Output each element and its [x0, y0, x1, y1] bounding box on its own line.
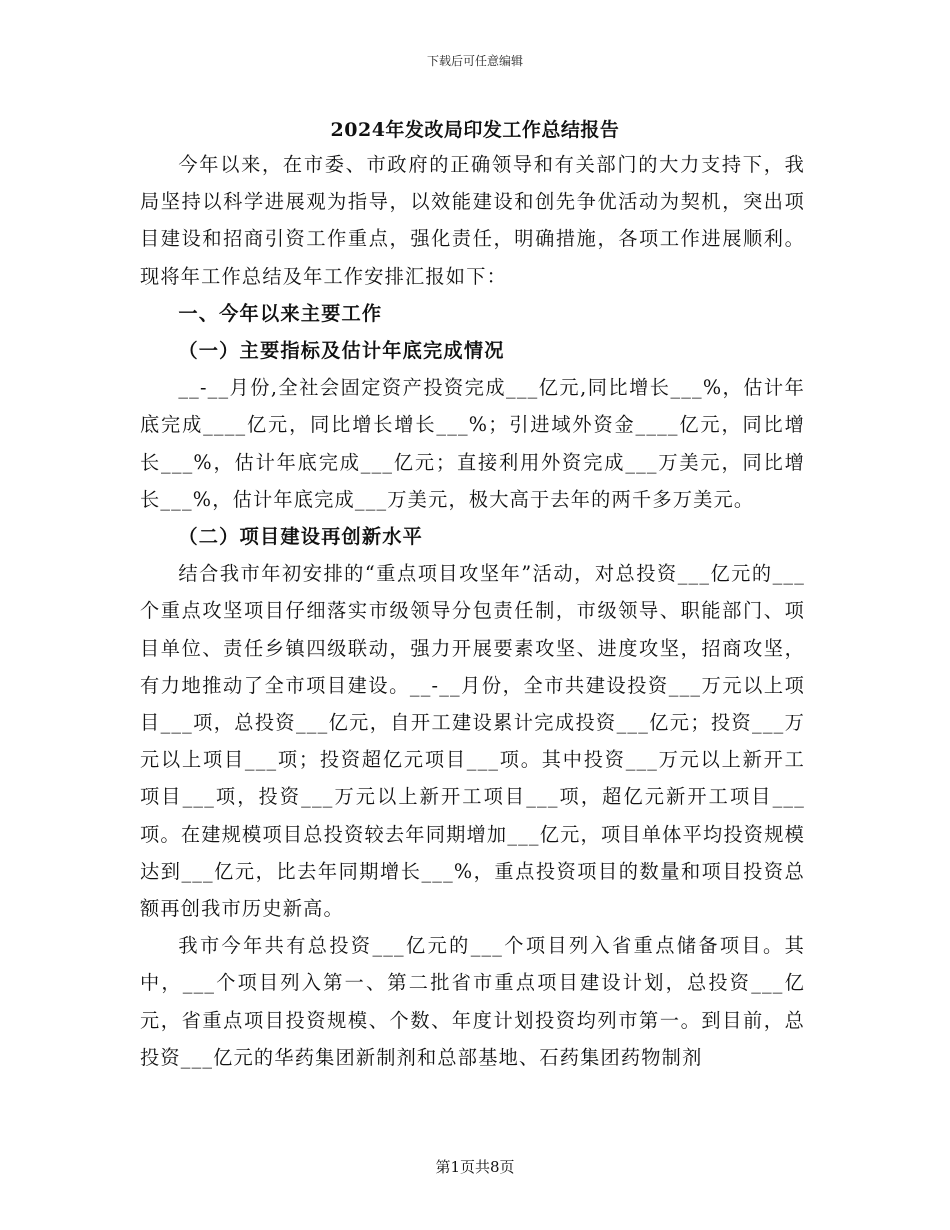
document-body — [140, 146, 805, 1076]
projects-paragraph-1: 结合我市年初安排的“重点项目攻坚年”活动，对总投资___亿元的___个重点攻坚项目仔细落实市级领导分包责任制，市级领导、职能部门、项目单位、责任乡镇四级联动，强力开展要素攻坚、进度攻坚，招商攻坚，有力地推动了全市项目建设。__-__月份，全市共建设投资___万元以上项目___项，总投资___亿元，自开工建设累计完成投资___亿元；投资___万元以上项目___项；投资超亿元项目___项。其中投资___万元以上新开工项目___项，投资___万元以上新开工项目___项，超亿元新开工项目___项。在建规模项目总投资较去年同期增加___亿元，项目单体平均投资规模达到___亿元，比去年同期增长___%，重点投资项目的数量和项目投资总额再创我市历史新高。 — [140, 562, 805, 921]
subsection-heading-projects: （二）项目建设再创新水平 — [178, 525, 424, 549]
intro-paragraph: 今年以来，在市委、市政府的正确领导和有关部门的大力支持下，我局坚持以科学进展观为指导，以效能建设和创先争优活动为契机，突出项目建设和招商引资工作重点，强化责任，明确措施，各项工作进展顺利。现将年工作总结及年工作安排汇报如下： — [140, 153, 805, 288]
page-number: 第1页共8页 — [435, 1158, 515, 1176]
page-header-note: 下载后可任意编辑 — [426, 54, 523, 68]
subsection-heading-indicators: （一）主要指标及估计年底完成情况 — [178, 339, 505, 363]
projects-paragraph-2: 我市今年共有总投资___亿元的___个项目列入省重点储备项目。其中，___个项目列入第一、第二批省市重点项目建设计划，总投资___亿元，省重点项目投资规模、个数、年度计划投资均列市第一。到目前，总投资___亿元的华药集团新制剂和总部基地、石药集团药物制剂 — [140, 934, 805, 1069]
document-title: 2024年发改局印发工作总结报告 — [330, 119, 620, 141]
section-heading-main-work: 一、今年以来主要工作 — [178, 301, 383, 325]
indicators-paragraph: __-__月份,全社会固定资产投资完成___亿元,同比增长___%，估计年底完成____亿元，同比增长增长___%；引进域外资金____亿元，同比增长___%，估计年底完成___亿元；直接利用外资完成___万美元，同比增长___%，估计年底完成___万美元，极大高于去年的两千多万美元。 — [140, 376, 805, 511]
